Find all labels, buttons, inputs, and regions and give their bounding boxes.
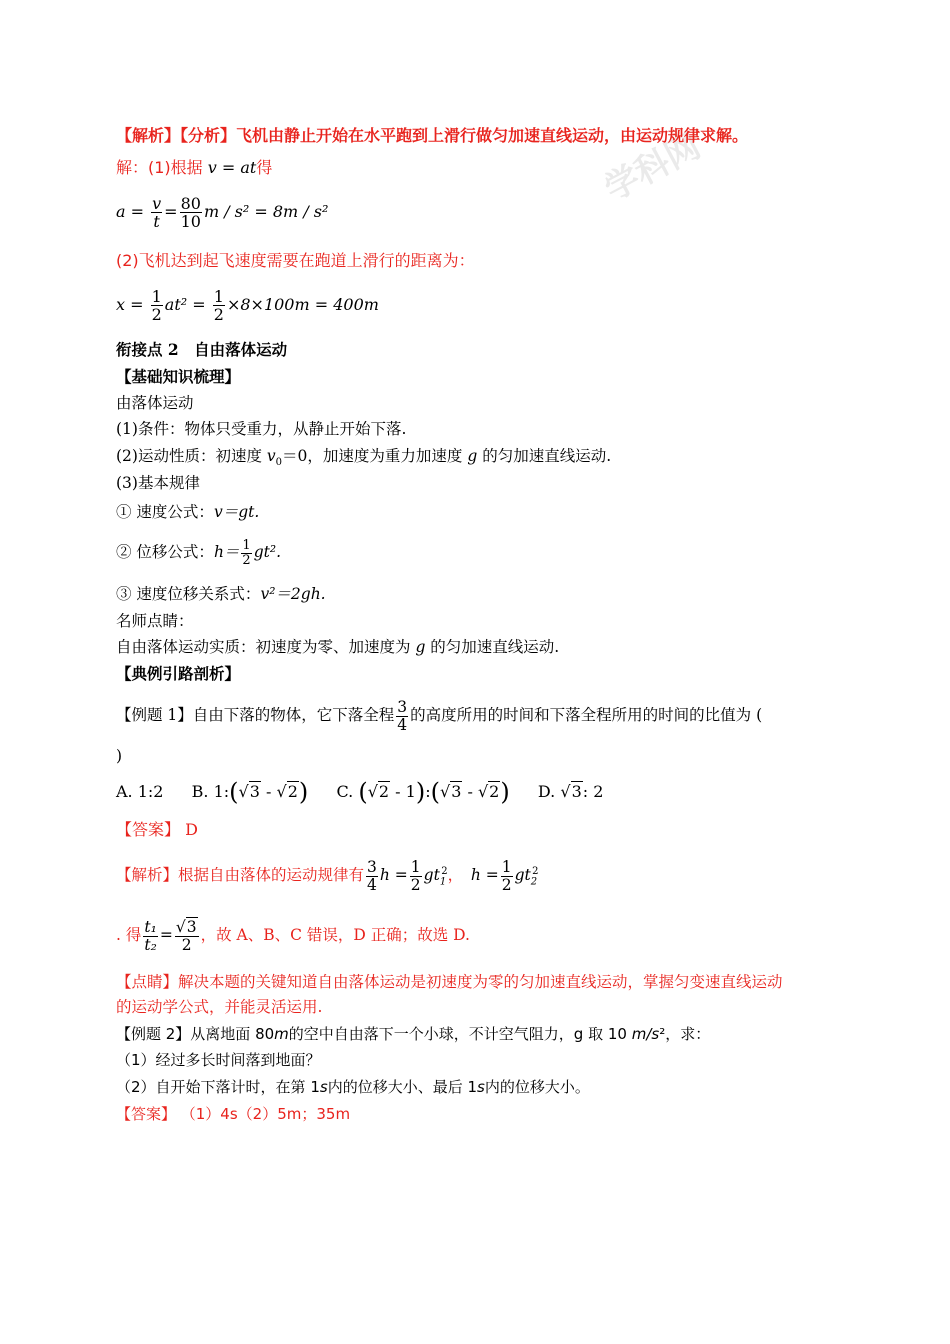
eq1-frac-2-num: 80 — [180, 194, 201, 213]
eq1-frac-1-num: v — [152, 194, 162, 213]
ex2-part-2b: 内的位移大小、最后 1 — [327, 1078, 477, 1096]
solve-step-1-suffix: 得 — [256, 158, 273, 177]
eq1-frac-1-den: t — [153, 212, 160, 231]
basics-line-2: (1)条件：物体只受重力，从静止开始下落. — [116, 420, 407, 438]
ex1-analysis-frac-3 — [501, 859, 513, 894]
ex1-option-b: B. 1: — [191, 782, 230, 801]
basics-line-6 — [116, 533, 281, 571]
eq1-frac-2 — [180, 195, 202, 230]
eq2-lhs: x = — [116, 295, 144, 314]
basics-line-1: 由落体运动 — [116, 394, 194, 412]
basics-line-7b: v²＝2gh. — [260, 585, 326, 603]
basics-line-3a: (2)运动性质：初速度 — [116, 447, 267, 465]
ex1-option-d-sqrt3: √3 — [560, 782, 582, 801]
ex2-question-unit: m/s — [631, 1025, 660, 1043]
ex1-option-b-sqrt3: √3 — [238, 782, 260, 801]
ex1-question-num: 3 — [397, 697, 408, 716]
ex2-part-2a: （2）自开始下落计时，在第 1 — [116, 1078, 320, 1096]
ex1-analysis-gt2: gt — [514, 866, 531, 885]
basics-line-9-g: g — [415, 638, 426, 656]
basics-line-6a: ② 位移公式： — [116, 543, 214, 561]
ex1-analysis-frac-1 — [366, 859, 378, 894]
eq2-mid: at² = — [164, 295, 206, 314]
solve-step-1-formula: v = at — [207, 158, 257, 177]
ex1-options: A. 1:2 B. 1:(√3 - √2) C. (√2 - 1):(√3 - √2) D. √3: 2 — [116, 778, 604, 806]
ex1-question-den: 4 — [397, 715, 408, 734]
eq1-frac-2-den: 10 — [180, 212, 201, 231]
ex1-result-den: 2 — [181, 935, 192, 954]
ex2-part-1: （1）经过多长时间落到地面？ — [116, 1051, 321, 1069]
solve-step-2 — [116, 251, 475, 271]
ex1-result-a: . 得 — [116, 926, 142, 944]
eq2-frac-2-den: 2 — [213, 305, 224, 324]
ex2-part-2c: 内的位移大小。 — [484, 1078, 590, 1096]
ex1-analysis-gt1: gt — [423, 866, 440, 885]
ex1-question-b: 的高度所用的时间和下落全程所用的时间的比值为 ( — [410, 706, 763, 724]
basics-line-3-g: g — [467, 447, 478, 465]
ex1-result-eq: = — [159, 926, 173, 944]
ex1-option-c: C. — [336, 782, 354, 801]
ex1-question-close: ) — [116, 747, 123, 765]
ex2-part-2-s2: s — [477, 1078, 485, 1096]
analysis-text: 飞机由静止开始在水平跑到上滑行做匀加速直线运动，由运动规律求解。 — [236, 126, 749, 145]
eq2-frac-1 — [151, 288, 163, 323]
eq1-lhs: a = — [116, 202, 145, 221]
ex1-question-frac — [396, 699, 408, 734]
eq2-tail: ×8×100m = 400m — [226, 295, 379, 314]
basics-line-9 — [116, 637, 559, 657]
ex1-result-t1: t₁ — [144, 917, 157, 936]
solve-step-1-prefix: 解：(1)根据 — [116, 158, 203, 177]
ex2-question-m: m — [274, 1025, 289, 1043]
basics-line-5 — [116, 502, 259, 522]
basics-line-3 — [116, 446, 611, 473]
eq1-tail: m / s² = 8m / s² — [203, 202, 329, 221]
basics-line-6-frac — [241, 539, 251, 568]
ex1-analysis-comma: ， — [447, 866, 471, 885]
ex1-analysis-frac-1-den: 4 — [367, 875, 377, 894]
ex1-option-d-tail: : 2 — [582, 782, 604, 801]
eq2-frac-2-num: 1 — [213, 287, 224, 306]
ex1-result-t2: t₂ — [144, 935, 157, 954]
ex1-tip-line-2: 的运动学公式，并能灵活运用. — [116, 998, 323, 1016]
ex1-option-c-sqrt3: √3 — [440, 782, 462, 801]
ex2-question — [116, 1024, 710, 1044]
watermark-text: 学科网 — [598, 125, 708, 210]
ex2-question-a: 【例题 2】从离地面 80 — [116, 1025, 275, 1043]
eq2-frac-1-num: 1 — [151, 287, 162, 306]
ex1-analysis-frac-3-num: 1 — [501, 857, 512, 876]
solve-step-2-text: (2)飞机达到起飞速度需要在跑道上滑行的距离为： — [116, 251, 475, 270]
ex1-analysis-frac-2-den: 2 — [410, 875, 421, 894]
equation-distance — [116, 285, 379, 325]
ex1-option-d: D. — [537, 782, 556, 801]
basics-line-5b: v＝gt. — [213, 503, 260, 521]
eq1-frac-1 — [151, 195, 162, 230]
ex1-result-frac-t — [143, 919, 157, 954]
ex1-analysis-frac-3-den: 2 — [501, 875, 512, 894]
ex1-option-b-sqrt2: √2 — [276, 782, 298, 801]
ex1-analysis-h1: h = — [379, 866, 408, 885]
ex1-option-c-sqrt2: √2 — [367, 782, 390, 801]
ex1-analysis-a: 【解析】根据自由落体的运动规律有 — [116, 866, 365, 885]
basics-line-8: 名师点睛： — [116, 612, 194, 630]
basics-line-3-sub: 0 — [275, 457, 283, 469]
section-title: 衔接点 2 自由落体运动 — [116, 340, 288, 359]
basics-line-3c: 的匀加速直线运动. — [477, 447, 612, 465]
basics-line-6-num: 1 — [242, 537, 251, 553]
basics-line-3b: ＝0，加速度为重力加速度 — [282, 447, 468, 465]
basics-line-3-v: v — [266, 447, 276, 465]
ex1-analysis-s2: 2 — [530, 876, 538, 888]
analysis-line — [116, 126, 748, 146]
example-heading: 【典例引路剖析】 — [116, 664, 241, 683]
ex1-analysis-frac-2-num: 1 — [410, 857, 421, 876]
ex2-question-c: ²，求： — [659, 1025, 711, 1043]
basics-heading: 【基础知识梳理】 — [116, 367, 241, 386]
ex1-result-frac-sqrt: $\frac{√3}{2}$ — [175, 917, 197, 954]
ex1-option-c-sqrt2b: √2 — [477, 782, 500, 801]
eq2-frac-2 — [213, 288, 225, 323]
ex1-analysis-frac-2 — [410, 859, 422, 894]
ex1-analysis: 【解析】根据自由落体的运动规律有 $\frac{3}{4}$ h = $\frac{1}{2}$ $gt_1^2$， h = $\frac{1}{2}$ $gt_2^2$ — [116, 857, 539, 894]
ex1-question-a: 【例题 1】自由下落的物体，它下落全程 — [116, 706, 395, 724]
basics-line-9b: 的匀加速直线运动. — [425, 638, 560, 656]
equation-acceleration: a = $\frac{v}{t}$ = $\frac{80}{10}$ m / s² = 8m / s² — [116, 194, 329, 231]
ex1-analysis-s1: 1 — [439, 876, 447, 888]
ex1-analysis-h2: h = — [470, 866, 499, 885]
basics-line-6-h: h＝ — [213, 543, 240, 561]
solve-step-1 — [116, 158, 272, 178]
analysis-head: 【解析】【分析】 — [116, 126, 237, 145]
basics-line-6b: gt². — [253, 543, 281, 561]
basics-line-7 — [116, 584, 326, 604]
ex1-analysis-frac-1-num: 3 — [367, 857, 377, 876]
ex1-option-a: A. 1:2 — [116, 782, 164, 801]
ex1-answer: 【答案】 D — [116, 820, 198, 839]
eq2-frac-1-den: 2 — [151, 305, 162, 324]
ex1-tip-line-1: 【点睛】解决本题的关键知道自由落体运动是初速度为零的匀加速直线运动，掌握匀变速直线运动 — [116, 973, 783, 991]
basics-line-6-den: 2 — [242, 552, 251, 568]
ex2-answer: 【答案】 （1）4s（2）5m；35m — [116, 1105, 351, 1123]
basics-line-7a: ③ 速度位移关系式： — [116, 585, 261, 603]
ex2-question-b: 的空中自由落下一个小球，不计空气阻力，g 取 10 — [288, 1025, 632, 1043]
ex2-part-2 — [116, 1077, 590, 1097]
basics-line-5a: ① 速度公式： — [116, 503, 214, 521]
ex1-question — [116, 694, 762, 736]
ex1-result — [116, 912, 470, 958]
ex2-part-2-s1: s — [319, 1078, 328, 1096]
basics-line-4: (3)基本规律 — [116, 474, 200, 492]
ex1-result-sqrt-num: 3 — [186, 917, 197, 936]
ex1-result-b: ，故 A、B、C 错误，D 正确；故选 D. — [200, 926, 470, 944]
basics-line-9a: 自由落体运动实质：初速度为零、加速度为 — [116, 638, 416, 656]
